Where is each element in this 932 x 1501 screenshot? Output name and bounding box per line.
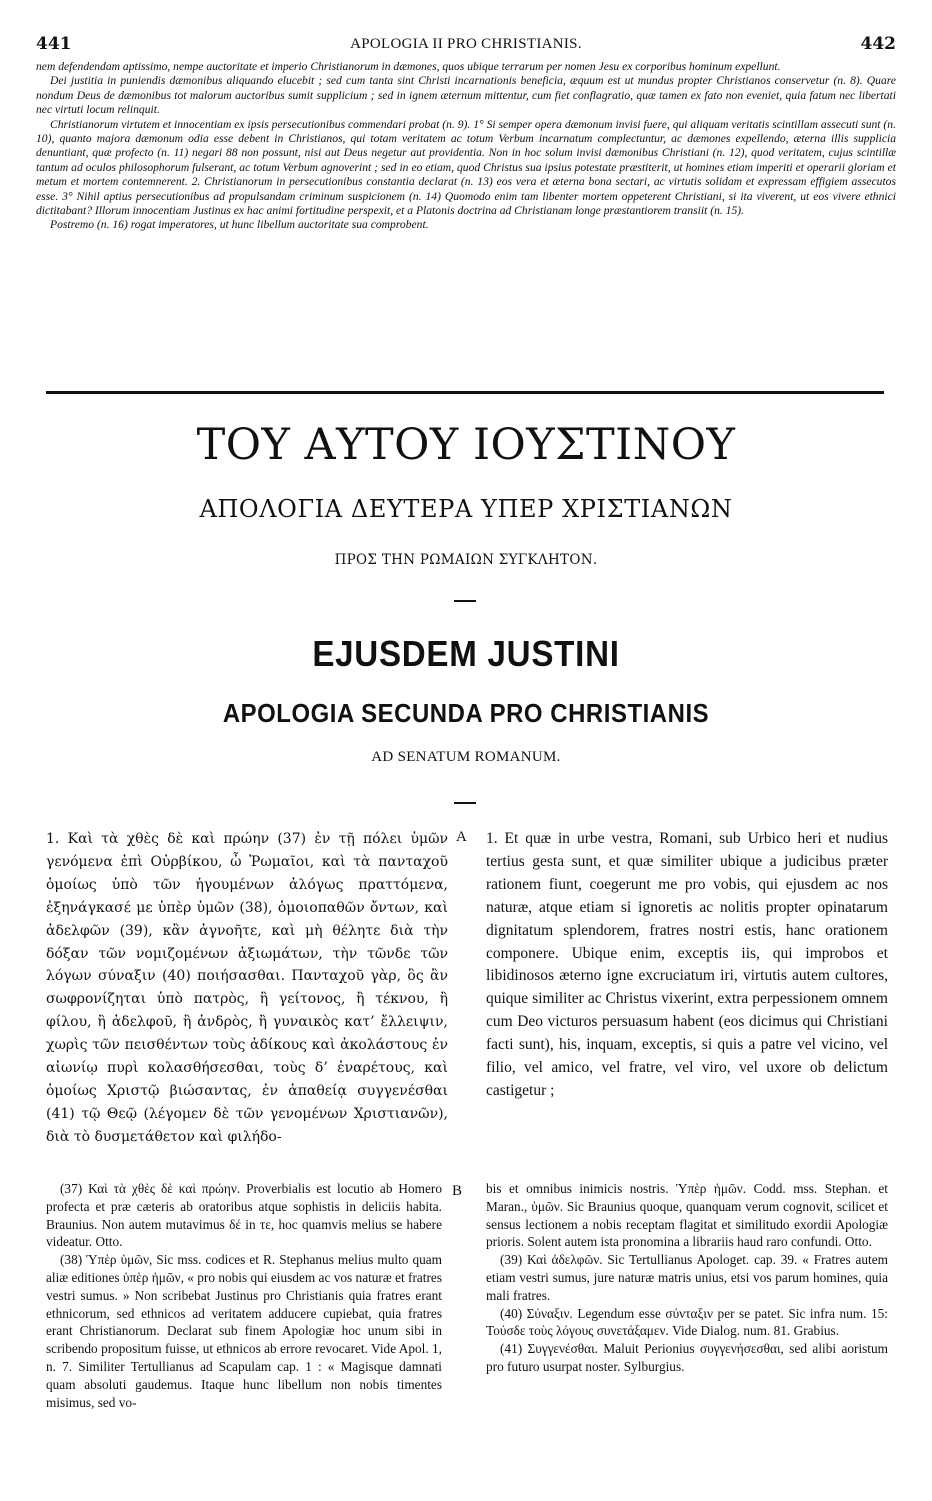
footnote: bis et omnibus inimicis nostris. Ὑπὲρ ἡμῶν. Codd. mss. Stephan. et Maran., ὑμῶν. Sic Braunius quoque, quanquam verum cognovit, scilicet et sensus lectionem a nobis receptam flagitat et similitudo exordii Apologiæ prioris. Solent autem ista pronomina a librariis haud raro confundi. Otto. — [486, 1181, 888, 1250]
greek-dedication: ΠΡΟΣ ΤΗΝ ΡΩΜΑΙΩΝ ΣΥΓΚΛΗΤΟΝ. — [334, 552, 598, 568]
margin-mark-a: A — [456, 829, 467, 845]
footnotes-left — [46, 1180, 442, 1411]
latin-paragraph: 1. Et quæ in urbe vestra, Romani, sub Urbico heri et nudius tertius gesta sunt, et quæ similiter ubique a judicibus præter rationem fiunt, coegerunt me pro vobis, qui ejusdem ac nos naturæ, atque etiam si ignoretis ac nolitis propter opinatarum dignitatum splendorem, fratres nostri estis, hanc orationem componere. Ubique enim, exceptis iis, qui improbos et libidinosos æterno igne excruciatum iri, virtutis autem cultores, quique similiter ac Christus vixerint, extra perpessionem omnem cum Deo victuros persuasum habent (eos dicimus qui Christiani facti sunt), his, inquam, exceptis, si quis a patre vel vicino, vel filio, vel amico, vel fratre, vel viro, vel uxore ob delictum castigetur ; — [486, 830, 888, 1099]
latin-subtitle: APOLOGIA SECUNDA PRO CHRISTIANIS — [222, 698, 710, 728]
summary-paragraph: Christianorum virtutem et innocentiam ex ipsis persecutionibus commendari probat (n. 9). 1° Si semper opera dæmonum invisi fuere, qui aliquam veritatis scintillam assecuti sunt (n. 10), quanto majora dæmonum odia esse debent in Christianos, qui totam veritatem ac totum Verbum incarnatum complectuntur, ac dæmones expellendo, æterna illis supplicia denuntiant, quæ profecto (n. 11) negari 88 non possunt, nisi aut Deus negetur aut providentia. Non in hoc solum invisi dæmonibus Christiani (n. 12), quod veritatem, cujus scintillæ tantum ad oculos philosophorum fulserant, ac totum Verbum agnoverint ; sed in eo etiam, quod Christus sua ipsius potestate præstiterit, ut homines etiam imperiti et operarii gloriam et metum et mortem contemnerent. 2. Christianorum in persecutionibus constantia declarat (n. 13) eos vera et æterna bona sectari, ac virtutis solidam et expressam effigiem assecutos esse. 3° Nihil aptius persecutionibus ad propulsandam criminum suspicionem (n. 14) Quomodo enim tam libenter mortem oppeterent Christiani, si ita viverent, ut eos vivere ethnici dictitabant? Illorum innocentiam Justinus ex hac animi fortitudine perspexit, et a Platonis doctrina ad Christianam longe præstantiorem transiit (n. 15). — [36, 117, 896, 218]
greek-title: ΤΟΥ ΑΥΤΟΥ ΙΟΥΣΤΙΝΟΥ — [196, 420, 736, 470]
greek-text-column — [46, 828, 448, 1149]
running-title: APOLOGIA II PRO CHRISTIANIS. — [350, 36, 582, 52]
footnote: (39) Καὶ ἀδελφῶν. Sic Tertullianus Apologet. cap. 39. « Fratres autem etiam vestri sumus, jure naturæ matris unius, etsi vos parum homines, quia mali fratres. — [486, 1252, 888, 1303]
footnote: (37) Καὶ τὰ χθὲς δὲ καὶ πρώην. Proverbialis est locutio ab Homero profecta et præ cæteris ab oratoribus atque sophistis in deliciis habita. Braunius. Non autem mutavimus δέ in τε, hoc quamvis melius se habere videatur. Otto. — [46, 1181, 442, 1250]
footnote: (40) Σύναξιν. Legendum esse σύνταξιν per se patet. Sic infra num. 15: Τούσδε τοὺς λόγους συνετάξαμεν. Vide Dialog. num. 81. Grabius. — [486, 1305, 888, 1339]
title-dash — [454, 600, 476, 602]
latin-text-column — [486, 828, 888, 1103]
latin-dedication: AD SENATUM ROMANUM. — [371, 749, 561, 765]
footnote: (38) Ὑπὲρ ὑμῶν, Sic mss. codices et R. Stephanus melius multo quam aliæ editiones ὑπὲρ ἡμῶν, « pro nobis qui eiusdem ac vos naturæ et fratres vestri sumus. » Non scribebat Justinus pro Christianis quia fratres erant ethnicorum, sed ethnicos ad veritatem adducere cupiebat, quia fratres erant Christianorum. Declarat sub finem Apologiæ hoc unum sibi in scribendo propositum fuisse, ut ethnicos ab errore revocaret. Vide Apol. 1, n. 7. Similiter Tertullianus ad Scapulam cap. 1 : « Magisque damnati quam absoluti gaudemus. Itaque hunc libellum non nobis timentes misimus, sed vo- — [46, 1252, 442, 1410]
page-number-right: 442 — [860, 34, 896, 54]
title-dash — [454, 802, 476, 804]
section-rule — [46, 391, 884, 394]
greek-subtitle: ΑΠΟΛΟΓΙΑ ΔΕΥΤΕΡΑ ΥΠΕΡ ΧΡΙΣΤΙΑΝΩΝ — [199, 495, 733, 523]
summary-paragraph: Dei justitia in puniendis dæmonibus aliquando elucebit ; sed cum tanta sint Christi incarnationis beneficia, æquum est ut mundus propter Christianos conservetur (n. 8). Quare nondum Deus de dæmonibus tot malorum auctoribus sumit supplicium ; sed in ignem æternum mittentur, cum fiet conflagratio, quæ tamen ex fato non eveniet, quia fatum nec libertati nec virtuti locum relinquit. — [36, 74, 896, 117]
summary-paragraph: nem defendendam aptissimo, nempe auctoritate et imperio Christianorum in dæmones, quos ubique terrarum per nomen Jesu ex corporibus hominum expellunt. — [36, 60, 781, 73]
page-header — [36, 34, 896, 58]
footnote: (41) Συγγενέσθαι. Maluit Perionius συγγενήσεσθαι, sed alibi aoristum pro futuro usurpat noster. Sylburgius. — [486, 1341, 888, 1374]
greek-paragraph: 1. Καὶ τὰ χθὲς δὲ καὶ πρώην (37) ἐν τῇ πόλει ὑμῶν γενόμενα ἐπὶ Οὐρβίκου, ὦ Ῥωμαῖοι, καὶ τὰ πανταχοῦ ὁμοίως ὑπὸ τῶν ἡγουμένων ἀλόγως πραττόμενα, ἐξηνάγκασέ με ὑπὲρ ὑμῶν (38), ὁμοιοπαθῶν ὄντων, καὶ ἀδελφῶν (39), κἂν ἀγνοῆτε, καὶ μὴ θέλητε διὰ τὴν δόξαν τῶν νομιζομένων ἀξιωμάτων, τὴν τῶνδε τῶν λόγων σύναξιν (40) ποιήσασθαι. Πανταχοῦ γὰρ, ὃς ἂν σωφρονίζηται ὑπὸ πατρὸς, ἢ γείτονος, ἢ τέκνου, ἢ φίλου, ἢ ἀδελφοῦ, ἢ ἀνδρὸς, ἢ γυναικὸς κατ’ ἔλλειψιν, χωρὶς τῶν πεισθέντων τοὺς ἀδίκους καὶ ἀκολάστους ἐν αἰωνίῳ πυρὶ κολασθήσεσθαι, τοὺς δ’ ἐναρέτους, καὶ ὁμοίως Χριστῷ βιώσαντας, ἐν ἀπαθείᾳ συγγενέσθαι (41) τῷ Θεῷ (λέγομεν δὲ τῶν γενομένων Χριστιανῶν), διὰ τὸ δυσμετάθετον καὶ φιλήδο- — [46, 831, 448, 1145]
summary-block — [36, 60, 896, 233]
summary-paragraph: Postremo (n. 16) rogat imperatores, ut hunc libellum auctoritate sua comprobent. — [50, 218, 429, 232]
page-number-left: 441 — [36, 34, 72, 54]
footnotes-right — [486, 1180, 888, 1376]
latin-title: EJUSDEM JUSTINI — [312, 633, 620, 674]
margin-mark-b: B — [452, 1183, 463, 1199]
